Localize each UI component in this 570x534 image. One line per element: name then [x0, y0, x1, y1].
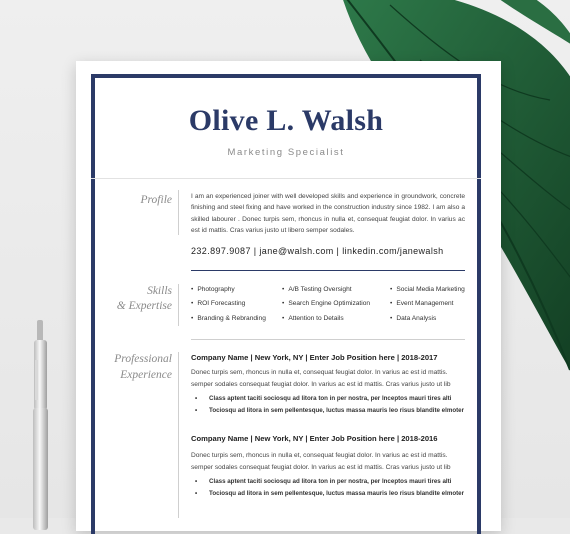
- skill-item: • Search Engine Optimization: [282, 300, 371, 307]
- profile-section-label: Profile: [140, 194, 172, 206]
- job-header: Company Name | New York, NY | Enter Job Position here | 2018-2017: [191, 353, 438, 362]
- skills-vertical-rule: [178, 284, 179, 326]
- job-description-line: Donec turpis sem, rhoncus in nulla et, consequat feugiat dolor. In varius ac est id mattis.: [191, 369, 448, 376]
- job-bullet: • Tociosqu ad litora in sem pellentesque, luctus massa mauris leo risus blandite elmoter: [195, 490, 465, 497]
- profile-vertical-rule: [178, 190, 179, 235]
- job-bullet: • Class aptent taciti sociosqu ad litora ton in per nostra, per lnceptos mauri tires alti: [195, 478, 452, 485]
- job-description-line: semper sodales consequat feugiat dolor. In varius ac est id mattis. Cras varius justo ut lib: [191, 464, 451, 471]
- skill-item: • Data Analysis: [390, 315, 437, 322]
- job-bullet: • Tociosqu ad litora in sem pellentesque, luctus massa mauris leo risus blandite elmoter: [195, 407, 465, 414]
- skill-item: • Event Management: [390, 300, 454, 307]
- skill-item: • Social Media Marketing: [390, 286, 465, 293]
- contact-divider: [191, 270, 465, 271]
- job-bullet: • Class aptent taciti sociosqu ad litora ton in per nostra, per lnceptos mauri tires alti: [195, 395, 452, 402]
- resume-job-title: Marketing Specialist: [227, 147, 345, 158]
- skills-section-label-line2: & Expertise: [116, 300, 172, 312]
- job-description-line: Donec turpis sem, rhoncus in nulla et, consequat feugiat dolor. In varius ac est id mattis.: [191, 452, 448, 459]
- resume-name: Olive L. Walsh: [188, 104, 384, 137]
- job-header: Company Name | New York, NY | Enter Job Position here | 2018-2016: [191, 434, 438, 443]
- skills-section-label-line1: Skills: [147, 285, 172, 297]
- skill-item: • ROI Forecasting: [191, 300, 246, 307]
- experience-section-label-line2: Experience: [120, 369, 172, 381]
- profile-text: I am an experienced joiner with well developed skills and experience in groundwork, concrete finishing and steel fixing and have worked in the construction industry since 1982. I am also a skilled labourer . Donec turpis sem, rhoncus in nulla et, consequat feugiat dolor. In varius ac est id mattis. Cras varius justo ut libero semper sodales.: [191, 193, 465, 235]
- contact-line: 232.897.9087 | jane@walsh.com | linkedin.com/janewalsh: [191, 246, 444, 256]
- experience-section-label-line1: Professional: [114, 353, 172, 365]
- skills-divider: [191, 339, 465, 340]
- experience-vertical-rule: [178, 352, 179, 518]
- header-divider: [91, 178, 481, 179]
- skill-item: • Photography: [191, 286, 235, 293]
- skill-item: • A/B Testing Oversight: [282, 286, 352, 293]
- ballpoint-pen-icon: [26, 320, 56, 530]
- skill-item: • Attention to Details: [282, 315, 344, 322]
- skill-item: • Branding & Rebranding: [191, 315, 266, 322]
- job-description-line: semper sodales consequat feugiat dolor. In varius ac est id mattis. Cras varius justo ut lib: [191, 381, 451, 388]
